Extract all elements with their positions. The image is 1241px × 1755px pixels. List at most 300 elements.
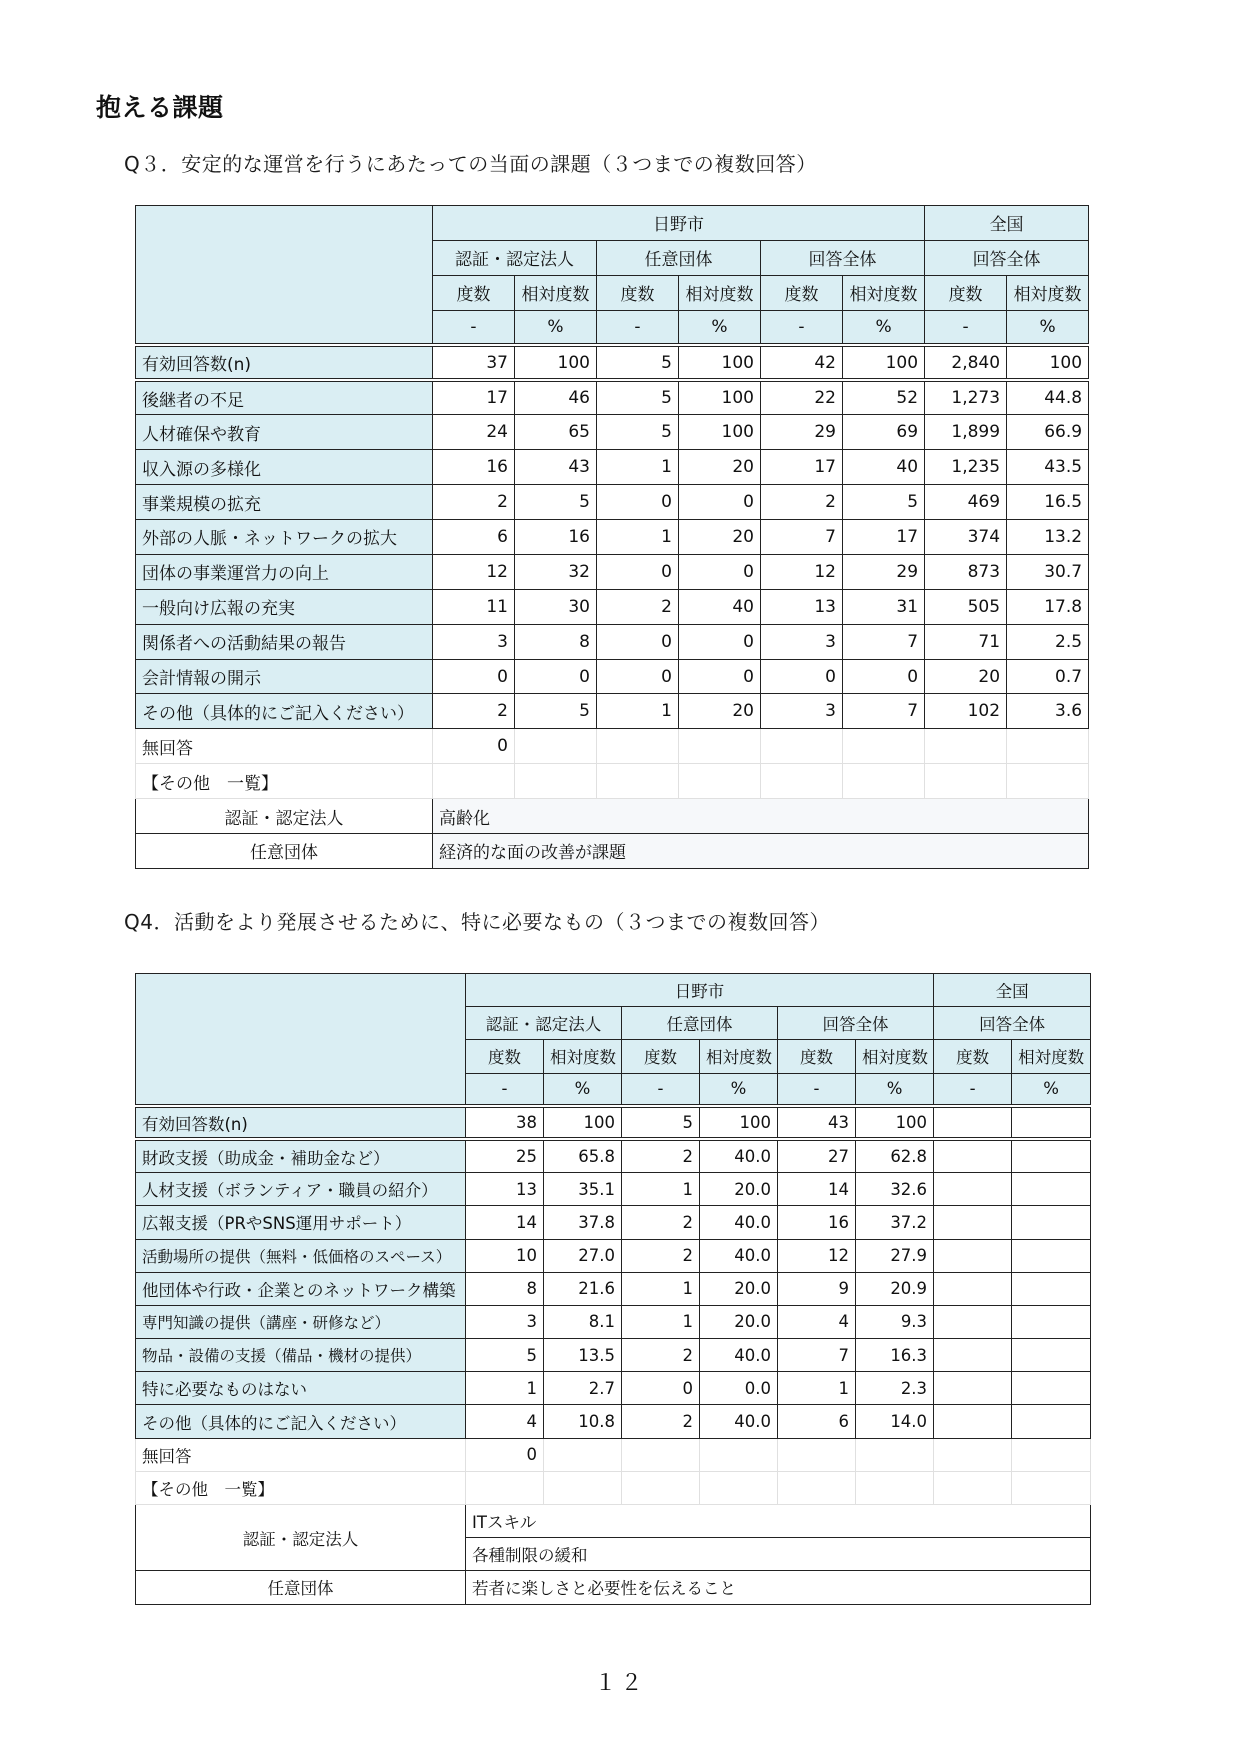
cell-value: 29 — [843, 554, 925, 589]
cell-value: 1 — [778, 1372, 856, 1405]
empty-cell — [1007, 729, 1089, 764]
cell-value — [1012, 1272, 1091, 1305]
empty-cell — [934, 1438, 1012, 1471]
cell-value: 10 — [466, 1239, 544, 1272]
cell-value: 32.6 — [856, 1173, 934, 1206]
cell-value: 20.0 — [700, 1272, 778, 1305]
cell-value: 37.2 — [856, 1206, 934, 1239]
cell-value: 65 — [515, 415, 597, 450]
other-list-heading-row — [136, 1471, 1091, 1504]
cell-value: 2 — [433, 694, 515, 729]
empty-cell — [466, 1471, 544, 1504]
cell-value: 17 — [761, 450, 843, 485]
cell-value: 16.3 — [856, 1339, 934, 1372]
cell-value — [1012, 1339, 1091, 1372]
cell-value: 9.3 — [856, 1305, 934, 1338]
cell-value: 25 — [466, 1139, 544, 1172]
cell-value: 20 — [925, 659, 1007, 694]
table-row — [136, 1139, 1091, 1172]
cell-value: 43 — [778, 1106, 856, 1139]
cell-value: 11 — [433, 589, 515, 624]
cell-value: 5 — [515, 485, 597, 520]
cell-value: 100 — [679, 415, 761, 450]
cell-value: 0 — [597, 624, 679, 659]
empty-cell — [925, 764, 1007, 799]
cell-value: 16 — [778, 1206, 856, 1239]
cell-value: 35.1 — [544, 1173, 622, 1206]
q3-body — [136, 345, 1089, 868]
cell-value: 0 — [597, 485, 679, 520]
cell-value: 20.0 — [700, 1173, 778, 1206]
cell-value: 0 — [515, 659, 597, 694]
cell-value: 505 — [925, 589, 1007, 624]
other-list-heading-row — [136, 764, 1089, 799]
cell-value: 20 — [679, 450, 761, 485]
unit-percent: % — [1012, 1073, 1091, 1106]
empty-cell — [597, 729, 679, 764]
cell-value: 69 — [843, 415, 925, 450]
other-group: 認証・認定法人 — [136, 1505, 466, 1571]
unit-percent: % — [843, 310, 925, 345]
cell-value: 0 — [679, 624, 761, 659]
cell-value: 30 — [515, 589, 597, 624]
unit-percent: % — [544, 1073, 622, 1106]
cell-value: 46 — [515, 380, 597, 415]
other-list-row — [136, 799, 1089, 834]
cell-value: 1,235 — [925, 450, 1007, 485]
row-label: 事業規模の拡充 — [136, 485, 433, 520]
table-row — [136, 554, 1089, 589]
header-freq: 度数 — [622, 1040, 700, 1073]
empty-cell — [934, 1471, 1012, 1504]
table-row — [136, 415, 1089, 450]
section-title: 抱える課題 — [96, 93, 224, 122]
cell-value: 2 — [622, 1339, 700, 1372]
cell-value: 3.6 — [1007, 694, 1089, 729]
header-corner — [136, 974, 466, 1107]
row-label: 特に必要なものはない — [136, 1372, 466, 1405]
unit-freq: - — [433, 310, 515, 345]
valid-responses-row — [136, 1106, 1091, 1139]
table-row — [136, 659, 1089, 694]
cell-value: 3 — [761, 624, 843, 659]
cell-value: 17.8 — [1007, 589, 1089, 624]
cell-value: 2.5 — [1007, 624, 1089, 659]
empty-cell — [622, 1471, 700, 1504]
cell-value: 1 — [622, 1272, 700, 1305]
cell-value — [1012, 1106, 1091, 1139]
cell-value: 16.5 — [1007, 485, 1089, 520]
other-list-label: 【その他 一覧】 — [136, 1471, 466, 1504]
cell-value: 5 — [597, 380, 679, 415]
row-label: 収入源の多様化 — [136, 450, 433, 485]
header-group: 回答全体 — [778, 1007, 934, 1040]
empty-cell — [1012, 1438, 1091, 1471]
header-freq: 度数 — [925, 275, 1007, 310]
cell-value: 1 — [597, 694, 679, 729]
table-row — [136, 1206, 1091, 1239]
row-label: 物品・設備の支援（備品・機材の提供） — [136, 1339, 466, 1372]
row-label: 財政支援（助成金・補助金など） — [136, 1139, 466, 1172]
cell-value: 100 — [843, 345, 925, 380]
cell-value: 21.6 — [544, 1272, 622, 1305]
cell-value — [1012, 1206, 1091, 1239]
row-label: 無回答 — [136, 1438, 466, 1471]
cell-value: 37 — [433, 345, 515, 380]
other-group: 任意団体 — [136, 834, 433, 869]
header-row-region — [136, 206, 1089, 241]
table-row — [136, 624, 1089, 659]
cell-value: 5 — [515, 694, 597, 729]
cell-value: 40.0 — [700, 1139, 778, 1172]
empty-cell — [700, 1471, 778, 1504]
cell-value: 1,899 — [925, 415, 1007, 450]
cell-value: 4 — [466, 1405, 544, 1438]
header-region-national: 全国 — [934, 974, 1091, 1007]
header-relative-freq: 相対度数 — [1007, 275, 1089, 310]
header-freq: 度数 — [466, 1040, 544, 1073]
cell-value: 100 — [544, 1106, 622, 1139]
cell-value: 20.9 — [856, 1272, 934, 1305]
cell-value: 8.1 — [544, 1305, 622, 1338]
cell-value — [934, 1405, 1012, 1438]
cell-value: 100 — [679, 380, 761, 415]
row-label: 有効回答数(n) — [136, 1106, 466, 1139]
unit-percent: % — [700, 1073, 778, 1106]
valid-responses-row — [136, 345, 1089, 380]
header-relative-freq: 相対度数 — [1012, 1040, 1091, 1073]
cell-value: 0 — [679, 554, 761, 589]
cell-value: 2.7 — [544, 1372, 622, 1405]
header-region-national: 全国 — [925, 206, 1089, 241]
cell-value: 62.8 — [856, 1139, 934, 1172]
cell-value: 13.2 — [1007, 520, 1089, 555]
cell-value: 65.8 — [544, 1139, 622, 1172]
cell-value: 44.8 — [1007, 380, 1089, 415]
other-group: 任意団体 — [136, 1571, 466, 1604]
empty-cell — [843, 764, 925, 799]
cell-value: 8 — [515, 624, 597, 659]
cell-value: 10.8 — [544, 1405, 622, 1438]
cell-value: 1 — [597, 520, 679, 555]
empty-cell — [778, 1471, 856, 1504]
unit-percent: % — [515, 310, 597, 345]
table-row — [136, 520, 1089, 555]
row-label: 人材確保や教育 — [136, 415, 433, 450]
header-group: 任意団体 — [597, 240, 761, 275]
header-freq: 度数 — [433, 275, 515, 310]
empty-cell — [778, 1438, 856, 1471]
header-row-region — [136, 974, 1091, 1007]
cell-value: 6 — [778, 1405, 856, 1438]
no-answer-row — [136, 729, 1089, 764]
cell-value: 100 — [679, 345, 761, 380]
cell-value: 31 — [843, 589, 925, 624]
cell-value: 2 — [622, 1239, 700, 1272]
empty-cell — [856, 1471, 934, 1504]
header-relative-freq: 相対度数 — [700, 1040, 778, 1073]
table-row — [136, 1239, 1091, 1272]
row-label: 関係者への活動結果の報告 — [136, 624, 433, 659]
q3-title: Q３．安定的な運営を行うにあたっての当面の課題（３つまでの複数回答） — [124, 152, 817, 176]
other-answer: 若者に楽しさと必要性を伝えること — [466, 1571, 1091, 1604]
unit-freq: - — [466, 1073, 544, 1106]
cell-value — [934, 1272, 1012, 1305]
empty-cell — [544, 1438, 622, 1471]
table-row — [136, 1339, 1091, 1372]
cell-value: 52 — [843, 380, 925, 415]
cell-value: 2 — [622, 1206, 700, 1239]
empty-cell — [597, 764, 679, 799]
empty-cell — [544, 1471, 622, 1504]
cell-value: 20 — [679, 694, 761, 729]
cell-value: 13.5 — [544, 1339, 622, 1372]
table-row — [136, 694, 1089, 729]
cell-value: 14 — [466, 1206, 544, 1239]
cell-value: 7 — [761, 520, 843, 555]
row-label: 団体の事業運営力の向上 — [136, 554, 433, 589]
q3-table — [135, 205, 1089, 869]
header-group: 任意団体 — [622, 1007, 778, 1040]
table-row — [136, 589, 1089, 624]
row-label: 他団体や行政・企業とのネットワーク構築 — [136, 1272, 466, 1305]
unit-percent: % — [679, 310, 761, 345]
cell-value: 1 — [597, 450, 679, 485]
header-corner — [136, 206, 433, 346]
unit-freq: - — [597, 310, 679, 345]
cell-value: 16 — [515, 520, 597, 555]
cell-value: 1 — [622, 1173, 700, 1206]
cell-value: 3 — [466, 1305, 544, 1338]
header-freq: 度数 — [778, 1040, 856, 1073]
cell-value — [1012, 1305, 1091, 1338]
header-group: 回答全体 — [934, 1007, 1091, 1040]
header-freq: 度数 — [934, 1040, 1012, 1073]
cell-value: 40.0 — [700, 1206, 778, 1239]
cell-value: 374 — [925, 520, 1007, 555]
table-row — [136, 1372, 1091, 1405]
header-group: 認証・認定法人 — [466, 1007, 622, 1040]
cell-value: 2,840 — [925, 345, 1007, 380]
row-label: 広報支援（PRやSNS運用サポート） — [136, 1206, 466, 1239]
cell-value — [934, 1173, 1012, 1206]
other-answer: 高齢化 — [433, 799, 1089, 834]
unit-freq: - — [778, 1073, 856, 1106]
cell-value: 3 — [761, 694, 843, 729]
cell-value: 469 — [925, 485, 1007, 520]
empty-cell — [679, 729, 761, 764]
cell-value: 6 — [433, 520, 515, 555]
q4-table — [135, 973, 1091, 1605]
cell-value: 2.3 — [856, 1372, 934, 1405]
empty-cell — [856, 1438, 934, 1471]
cell-value: 0 — [433, 729, 515, 764]
cell-value: 20.0 — [700, 1305, 778, 1338]
empty-cell — [679, 764, 761, 799]
cell-value: 17 — [843, 520, 925, 555]
empty-cell — [1012, 1471, 1091, 1504]
cell-value: 40 — [679, 589, 761, 624]
cell-value: 0 — [466, 1438, 544, 1471]
cell-value: 102 — [925, 694, 1007, 729]
cell-value: 12 — [778, 1239, 856, 1272]
cell-value: 5 — [466, 1339, 544, 1372]
row-label: その他（具体的にご記入ください） — [136, 694, 433, 729]
row-label: 人材支援（ボランティア・職員の紹介） — [136, 1173, 466, 1206]
cell-value: 43.5 — [1007, 450, 1089, 485]
page-number: １２ — [594, 1671, 647, 1696]
cell-value — [934, 1305, 1012, 1338]
other-list-row — [136, 1571, 1091, 1604]
cell-value: 0 — [597, 659, 679, 694]
cell-value — [934, 1239, 1012, 1272]
cell-value — [1012, 1372, 1091, 1405]
cell-value: 24 — [433, 415, 515, 450]
cell-value: 40.0 — [700, 1405, 778, 1438]
header-relative-freq: 相対度数 — [843, 275, 925, 310]
cell-value: 38 — [466, 1106, 544, 1139]
cell-value: 40.0 — [700, 1339, 778, 1372]
cell-value — [1012, 1173, 1091, 1206]
table-row — [136, 1173, 1091, 1206]
unit-percent: % — [856, 1073, 934, 1106]
cell-value: 40 — [843, 450, 925, 485]
cell-value — [934, 1339, 1012, 1372]
cell-value: 27.9 — [856, 1239, 934, 1272]
cell-value: 5 — [597, 345, 679, 380]
cell-value: 2 — [622, 1405, 700, 1438]
row-label: 活動場所の提供（無料・低価格のスペース） — [136, 1239, 466, 1272]
cell-value: 873 — [925, 554, 1007, 589]
empty-cell — [925, 729, 1007, 764]
cell-value: 43 — [515, 450, 597, 485]
cell-value — [934, 1372, 1012, 1405]
other-group: 認証・認定法人 — [136, 799, 433, 834]
cell-value: 5 — [843, 485, 925, 520]
cell-value: 0 — [433, 659, 515, 694]
other-list-row — [136, 834, 1089, 869]
header-freq: 度数 — [597, 275, 679, 310]
cell-value: 20 — [679, 520, 761, 555]
cell-value: 12 — [433, 554, 515, 589]
cell-value — [934, 1106, 1012, 1139]
row-label: その他（具体的にご記入ください） — [136, 1405, 466, 1438]
cell-value: 29 — [761, 415, 843, 450]
unit-freq: - — [761, 310, 843, 345]
cell-value: 14.0 — [856, 1405, 934, 1438]
row-label: 専門知識の提供（講座・研修など） — [136, 1305, 466, 1338]
cell-value — [1012, 1405, 1091, 1438]
cell-value: 7 — [843, 624, 925, 659]
empty-cell — [515, 729, 597, 764]
q4-body — [136, 1106, 1091, 1604]
cell-value: 8 — [466, 1272, 544, 1305]
other-list-row — [136, 1505, 1091, 1538]
table-row — [136, 450, 1089, 485]
header-relative-freq: 相対度数 — [515, 275, 597, 310]
empty-cell — [515, 764, 597, 799]
header-group: 回答全体 — [925, 240, 1089, 275]
table-row — [136, 1305, 1091, 1338]
cell-value: 5 — [622, 1106, 700, 1139]
header-relative-freq: 相対度数 — [679, 275, 761, 310]
cell-value: 5 — [597, 415, 679, 450]
unit-percent: % — [1007, 310, 1089, 345]
cell-value: 0.0 — [700, 1372, 778, 1405]
row-label: 無回答 — [136, 729, 433, 764]
row-label: 一般向け広報の充実 — [136, 589, 433, 624]
cell-value — [934, 1139, 1012, 1172]
cell-value: 2 — [597, 589, 679, 624]
cell-value: 32 — [515, 554, 597, 589]
cell-value: 0 — [679, 485, 761, 520]
empty-cell — [433, 764, 515, 799]
row-label: 会計情報の開示 — [136, 659, 433, 694]
header-relative-freq: 相対度数 — [544, 1040, 622, 1073]
header-relative-freq: 相対度数 — [856, 1040, 934, 1073]
cell-value: 71 — [925, 624, 1007, 659]
cell-value: 0 — [679, 659, 761, 694]
empty-cell — [761, 729, 843, 764]
header-region-city: 日野市 — [433, 206, 925, 241]
cell-value: 0 — [622, 1372, 700, 1405]
no-answer-row — [136, 1438, 1091, 1471]
cell-value: 100 — [700, 1106, 778, 1139]
cell-value: 7 — [778, 1339, 856, 1372]
cell-value: 9 — [778, 1272, 856, 1305]
cell-value — [1012, 1239, 1091, 1272]
table-row — [136, 1272, 1091, 1305]
cell-value — [934, 1206, 1012, 1239]
cell-value: 13 — [466, 1173, 544, 1206]
empty-cell — [1007, 764, 1089, 799]
header-group: 回答全体 — [761, 240, 925, 275]
cell-value: 2 — [761, 485, 843, 520]
row-label: 後継者の不足 — [136, 380, 433, 415]
header-region-city: 日野市 — [466, 974, 934, 1007]
other-answer: 経済的な面の改善が課題 — [433, 834, 1089, 869]
cell-value: 30.7 — [1007, 554, 1089, 589]
cell-value: 0.7 — [1007, 659, 1089, 694]
cell-value: 0 — [761, 659, 843, 694]
cell-value: 0 — [843, 659, 925, 694]
table-row — [136, 1405, 1091, 1438]
header-group: 認証・認定法人 — [433, 240, 597, 275]
cell-value: 12 — [761, 554, 843, 589]
cell-value: 0 — [597, 554, 679, 589]
cell-value: 100 — [1007, 345, 1089, 380]
cell-value: 4 — [778, 1305, 856, 1338]
other-answer: ITスキル — [466, 1505, 1091, 1538]
empty-cell — [700, 1438, 778, 1471]
cell-value — [1012, 1139, 1091, 1172]
cell-value: 40.0 — [700, 1239, 778, 1272]
row-label: 外部の人脈・ネットワークの拡大 — [136, 520, 433, 555]
cell-value: 27 — [778, 1139, 856, 1172]
cell-value: 1,273 — [925, 380, 1007, 415]
cell-value: 1 — [622, 1305, 700, 1338]
table-row — [136, 380, 1089, 415]
cell-value: 1 — [466, 1372, 544, 1405]
cell-value: 22 — [761, 380, 843, 415]
cell-value: 100 — [856, 1106, 934, 1139]
cell-value: 17 — [433, 380, 515, 415]
cell-value: 2 — [622, 1139, 700, 1172]
cell-value: 42 — [761, 345, 843, 380]
cell-value: 16 — [433, 450, 515, 485]
row-label: 有効回答数(n) — [136, 345, 433, 380]
empty-cell — [843, 729, 925, 764]
